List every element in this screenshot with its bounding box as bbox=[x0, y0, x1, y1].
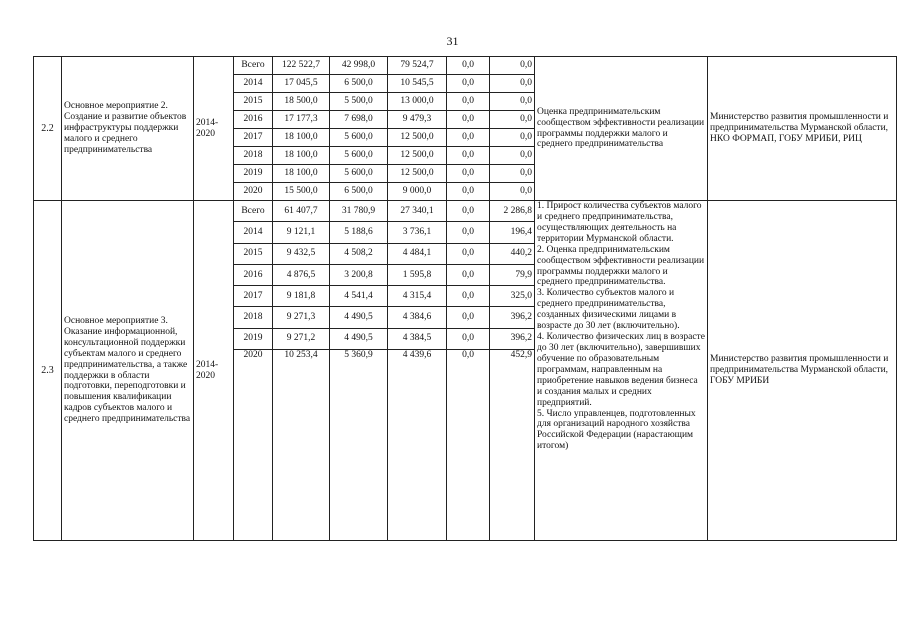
federal-budget-cell: 27 340,1 bbox=[388, 201, 447, 222]
local-budget-cell: 0,0 bbox=[447, 147, 490, 165]
local-budget-cell: 0,0 bbox=[447, 307, 490, 328]
year-cell: 2014 bbox=[234, 75, 273, 93]
indicator-item: 4. Количество физических лиц в возрасте до 30 лет (включительно), завершивших обучение по образовательным программам, направленным на приобретение навыков ведения бизнеса и создания малых и средних предприятий. bbox=[537, 332, 705, 408]
extrabudgetary-cell: 0,0 bbox=[490, 129, 535, 147]
total-funding-cell: 15 500,0 bbox=[273, 183, 330, 201]
local-budget-cell: 0,0 bbox=[447, 111, 490, 129]
activity-name: Основное мероприятие 2. Создание и развитие объектов инфраструктуры поддержки малого и среднего предпринимательства bbox=[62, 57, 194, 201]
responsible-cell: Министерство развития промышленности и предпринимательства Мурманской области, НКО ФОРМАП, ГОБУ МРИБИ, РИЦ bbox=[708, 57, 897, 201]
year-cell: 2020 bbox=[234, 350, 273, 541]
extrabudgetary-cell: 2 286,8 bbox=[490, 201, 535, 222]
federal-budget-cell: 9 479,3 bbox=[388, 111, 447, 129]
federal-budget-cell: 12 500,0 bbox=[388, 147, 447, 165]
regional-budget-cell: 5 500,0 bbox=[330, 93, 388, 111]
year-cell: 2016 bbox=[234, 111, 273, 129]
total-funding-cell: 18 500,0 bbox=[273, 93, 330, 111]
total-funding-cell: 122 522,7 bbox=[273, 57, 330, 75]
federal-budget-cell: 4 484,1 bbox=[388, 243, 447, 264]
regional-budget-cell: 5 600,0 bbox=[330, 129, 388, 147]
total-funding-cell: 9 121,1 bbox=[273, 222, 330, 243]
federal-budget-cell: 9 000,0 bbox=[388, 183, 447, 201]
federal-budget-cell: 1 595,8 bbox=[388, 264, 447, 285]
local-budget-cell: 0,0 bbox=[447, 183, 490, 201]
total-funding-cell: 17 177,3 bbox=[273, 111, 330, 129]
local-budget-cell: 0,0 bbox=[447, 222, 490, 243]
regional-budget-cell: 7 698,0 bbox=[330, 111, 388, 129]
extrabudgetary-cell: 396,2 bbox=[490, 307, 535, 328]
activity-period: 2014-2020 bbox=[194, 57, 234, 201]
extrabudgetary-cell: 79,9 bbox=[490, 264, 535, 285]
row-number: 2.3 bbox=[34, 201, 62, 541]
local-budget-cell: 0,0 bbox=[447, 264, 490, 285]
extrabudgetary-cell: 0,0 bbox=[490, 147, 535, 165]
local-budget-cell: 0,0 bbox=[447, 129, 490, 147]
regional-budget-cell: 5 600,0 bbox=[330, 165, 388, 183]
table-row bbox=[34, 201, 897, 222]
total-funding-cell: 9 181,8 bbox=[273, 286, 330, 307]
year-cell: 2019 bbox=[234, 328, 273, 349]
indicators-cell: Оценка предпринимательским сообществом эффективности реализации программы поддержки малого и среднего предпринимательства bbox=[535, 57, 708, 201]
local-budget-cell: 0,0 bbox=[447, 243, 490, 264]
year-cell: 2019 bbox=[234, 165, 273, 183]
responsible-cell: Министерство развития промышленности и предпринимательства Мурманской области, ГОБУ МРИБИ bbox=[708, 201, 897, 541]
regional-budget-cell: 6 500,0 bbox=[330, 75, 388, 93]
indicator-item: 3. Количество субъектов малого и среднего предпринимательства, созданных физическими лицами в возрасте до 30 лет (включительно). bbox=[537, 288, 680, 332]
year-cell: 2017 bbox=[234, 129, 273, 147]
year-cell: 2016 bbox=[234, 264, 273, 285]
federal-budget-cell: 3 736,1 bbox=[388, 222, 447, 243]
year-cell: 2014 bbox=[234, 222, 273, 243]
total-funding-cell: 9 432,5 bbox=[273, 243, 330, 264]
federal-budget-cell: 4 315,4 bbox=[388, 286, 447, 307]
local-budget-cell: 0,0 bbox=[447, 75, 490, 93]
local-budget-cell: 0,0 bbox=[447, 201, 490, 222]
regional-budget-cell: 5 188,6 bbox=[330, 222, 388, 243]
program-table bbox=[33, 56, 897, 541]
total-funding-cell: 9 271,3 bbox=[273, 307, 330, 328]
total-funding-cell: 18 100,0 bbox=[273, 165, 330, 183]
year-cell: Всего bbox=[234, 201, 273, 222]
regional-budget-cell: 5 360,9 bbox=[330, 350, 388, 541]
activity-name: Основное мероприятие 3. Оказание информационной, консультационной поддержки субъектам малого и среднего предпринимательства, а также поддержки в области подготовки, переподготовки и повышения квалификации кадров субъектов малого и среднего предпринимательства bbox=[62, 201, 194, 541]
extrabudgetary-cell: 0,0 bbox=[490, 93, 535, 111]
year-cell: 2015 bbox=[234, 93, 273, 111]
total-funding-cell: 18 100,0 bbox=[273, 147, 330, 165]
extrabudgetary-cell: 0,0 bbox=[490, 75, 535, 93]
extrabudgetary-cell: 0,0 bbox=[490, 57, 535, 75]
federal-budget-cell: 12 500,0 bbox=[388, 129, 447, 147]
activity-period: 2014-2020 bbox=[194, 201, 234, 541]
year-cell: 2017 bbox=[234, 286, 273, 307]
indicator-item: 5. Число управленцев, подготовленных для организаций народного хозяйства Российской Федерации (нарастающим итогом) bbox=[537, 408, 696, 452]
federal-budget-cell: 12 500,0 bbox=[388, 165, 447, 183]
regional-budget-cell: 4 541,4 bbox=[330, 286, 388, 307]
local-budget-cell: 0,0 bbox=[447, 165, 490, 183]
indicator-item: 2. Оценка предпринимательским сообществом эффективности реализации программы поддержки малого и среднего предпринимательства. bbox=[537, 244, 705, 288]
year-cell: 2020 bbox=[234, 183, 273, 201]
local-budget-cell: 0,0 bbox=[447, 328, 490, 349]
year-cell: 2015 bbox=[234, 243, 273, 264]
extrabudgetary-cell: 0,0 bbox=[490, 165, 535, 183]
regional-budget-cell: 6 500,0 bbox=[330, 183, 388, 201]
extrabudgetary-cell: 325,0 bbox=[490, 286, 535, 307]
extrabudgetary-cell: 0,0 bbox=[490, 183, 535, 201]
year-cell: Всего bbox=[234, 57, 273, 75]
year-cell: 2018 bbox=[234, 307, 273, 328]
extrabudgetary-cell: 0,0 bbox=[490, 111, 535, 129]
local-budget-cell: 0,0 bbox=[447, 57, 490, 75]
federal-budget-cell: 79 524,7 bbox=[388, 57, 447, 75]
total-funding-cell: 4 876,5 bbox=[273, 264, 330, 285]
total-funding-cell: 17 045,5 bbox=[273, 75, 330, 93]
federal-budget-cell: 4 384,6 bbox=[388, 307, 447, 328]
federal-budget-cell: 13 000,0 bbox=[388, 93, 447, 111]
federal-budget-cell: 10 545,5 bbox=[388, 75, 447, 93]
regional-budget-cell: 4 490,5 bbox=[330, 307, 388, 328]
local-budget-cell: 0,0 bbox=[447, 93, 490, 111]
regional-budget-cell: 4 508,2 bbox=[330, 243, 388, 264]
extrabudgetary-cell: 196,4 bbox=[490, 222, 535, 243]
total-funding-cell: 10 253,4 bbox=[273, 350, 330, 541]
local-budget-cell: 0,0 bbox=[447, 286, 490, 307]
regional-budget-cell: 4 490,5 bbox=[330, 328, 388, 349]
indicators-cell bbox=[535, 201, 708, 541]
row-number: 2.2 bbox=[34, 57, 62, 201]
regional-budget-cell: 42 998,0 bbox=[330, 57, 388, 75]
local-budget-cell: 0,0 bbox=[447, 350, 490, 541]
regional-budget-cell: 31 780,9 bbox=[330, 201, 388, 222]
total-funding-cell: 18 100,0 bbox=[273, 129, 330, 147]
regional-budget-cell: 5 600,0 bbox=[330, 147, 388, 165]
extrabudgetary-cell: 452,9 bbox=[490, 350, 535, 541]
year-cell: 2018 bbox=[234, 147, 273, 165]
table-row bbox=[34, 57, 897, 75]
indicator-item: 1. Прирост количества субъектов малого и среднего предпринимательства, осуществляющих деятельность на территории Мурманской области. bbox=[537, 201, 702, 244]
federal-budget-cell: 4 439,6 bbox=[388, 350, 447, 541]
regional-budget-cell: 3 200,8 bbox=[330, 264, 388, 285]
extrabudgetary-cell: 396,2 bbox=[490, 328, 535, 349]
total-funding-cell: 61 407,7 bbox=[273, 201, 330, 222]
page-number: 31 bbox=[446, 34, 459, 48]
extrabudgetary-cell: 440,2 bbox=[490, 243, 535, 264]
federal-budget-cell: 4 384,5 bbox=[388, 328, 447, 349]
total-funding-cell: 9 271,2 bbox=[273, 328, 330, 349]
